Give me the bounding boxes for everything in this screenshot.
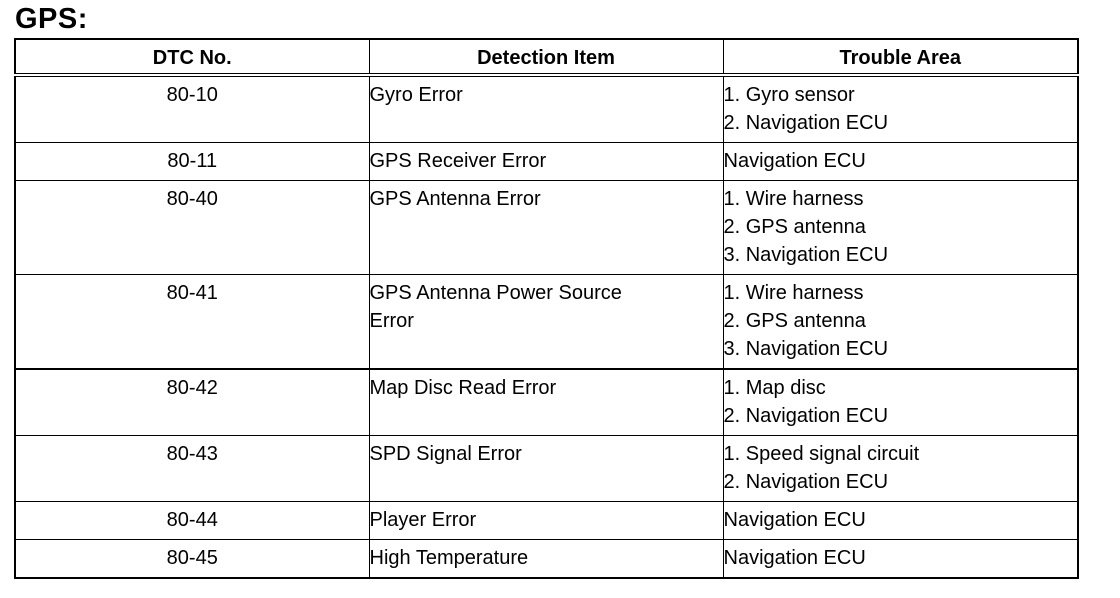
detection-item-text: Error bbox=[369, 310, 414, 332]
detection-item-text: Gyro Error bbox=[369, 84, 463, 106]
trouble-area-line: 2. Navigation ECU bbox=[723, 112, 889, 134]
detection-item-cell bbox=[369, 436, 723, 502]
table-row bbox=[15, 75, 1078, 143]
trouble-area-line: 2. GPS antenna bbox=[723, 216, 866, 238]
trouble-area-cell bbox=[723, 75, 1078, 143]
detection-item-cell bbox=[369, 143, 723, 181]
detection-item-text: SPD Signal Error bbox=[369, 443, 522, 465]
trouble-area-cell bbox=[723, 181, 1078, 275]
trouble-area-cell bbox=[723, 275, 1078, 370]
trouble-area-cell bbox=[723, 502, 1078, 540]
trouble-area-line: 1. Wire harness bbox=[723, 188, 864, 210]
detection-item-cell bbox=[369, 540, 723, 579]
dtc-code-cell: 80-45 bbox=[15, 540, 369, 579]
detection-item-text: GPS Receiver Error bbox=[369, 150, 547, 172]
table-header-row bbox=[15, 39, 1078, 75]
header-dtc-no: DTC No. bbox=[15, 39, 369, 75]
detection-item-cell bbox=[369, 502, 723, 540]
trouble-area-cell bbox=[723, 143, 1078, 181]
header-trouble-area: Trouble Area bbox=[723, 39, 1078, 75]
detection-item-text: Map Disc Read Error bbox=[369, 377, 557, 399]
detection-item-cell bbox=[369, 275, 723, 370]
detection-item-text: GPS Antenna Power Source bbox=[369, 282, 622, 304]
detection-item-text: GPS Antenna Error bbox=[369, 188, 541, 210]
detection-item-cell bbox=[369, 369, 723, 436]
trouble-area-line: Navigation ECU bbox=[723, 150, 866, 172]
table-row bbox=[15, 143, 1078, 181]
trouble-area-line: 2. Navigation ECU bbox=[723, 405, 889, 427]
trouble-area-line: Navigation ECU bbox=[723, 509, 866, 531]
trouble-area-line: 1. Speed signal circuit bbox=[723, 443, 920, 465]
dtc-code-cell: 80-43 bbox=[15, 436, 369, 502]
trouble-area-cell bbox=[723, 369, 1078, 436]
table-row bbox=[15, 369, 1078, 436]
trouble-area-line: 1. Wire harness bbox=[723, 282, 864, 304]
detection-item-cell bbox=[369, 181, 723, 275]
trouble-area-cell bbox=[723, 436, 1078, 502]
dtc-code-cell: 80-42 bbox=[15, 369, 369, 436]
dtc-table bbox=[14, 38, 1079, 579]
trouble-area-line: 2. Navigation ECU bbox=[723, 471, 889, 493]
dtc-code-cell: 80-40 bbox=[15, 181, 369, 275]
detection-item-text: Player Error bbox=[369, 509, 477, 531]
header-detection-item: Detection Item bbox=[369, 39, 723, 75]
trouble-area-line: Navigation ECU bbox=[723, 547, 866, 569]
table-row bbox=[15, 502, 1078, 540]
page-title: GPS: bbox=[15, 3, 88, 35]
trouble-area-line: 3. Navigation ECU bbox=[723, 244, 889, 266]
trouble-area-line: 1. Gyro sensor bbox=[723, 84, 855, 106]
trouble-area-line: 3. Navigation ECU bbox=[723, 338, 889, 360]
table-row bbox=[15, 181, 1078, 275]
trouble-area-line: 2. GPS antenna bbox=[723, 310, 866, 332]
detection-item-text: High Temperature bbox=[369, 547, 529, 569]
table-row bbox=[15, 275, 1078, 370]
table-row bbox=[15, 540, 1078, 579]
dtc-code-cell: 80-11 bbox=[15, 143, 369, 181]
dtc-code-cell: 80-44 bbox=[15, 502, 369, 540]
trouble-area-line: 1. Map disc bbox=[723, 377, 826, 399]
dtc-code-cell: 80-10 bbox=[15, 75, 369, 143]
table-row bbox=[15, 436, 1078, 502]
trouble-area-cell bbox=[723, 540, 1078, 579]
detection-item-cell bbox=[369, 75, 723, 143]
dtc-code-cell: 80-41 bbox=[15, 275, 369, 370]
